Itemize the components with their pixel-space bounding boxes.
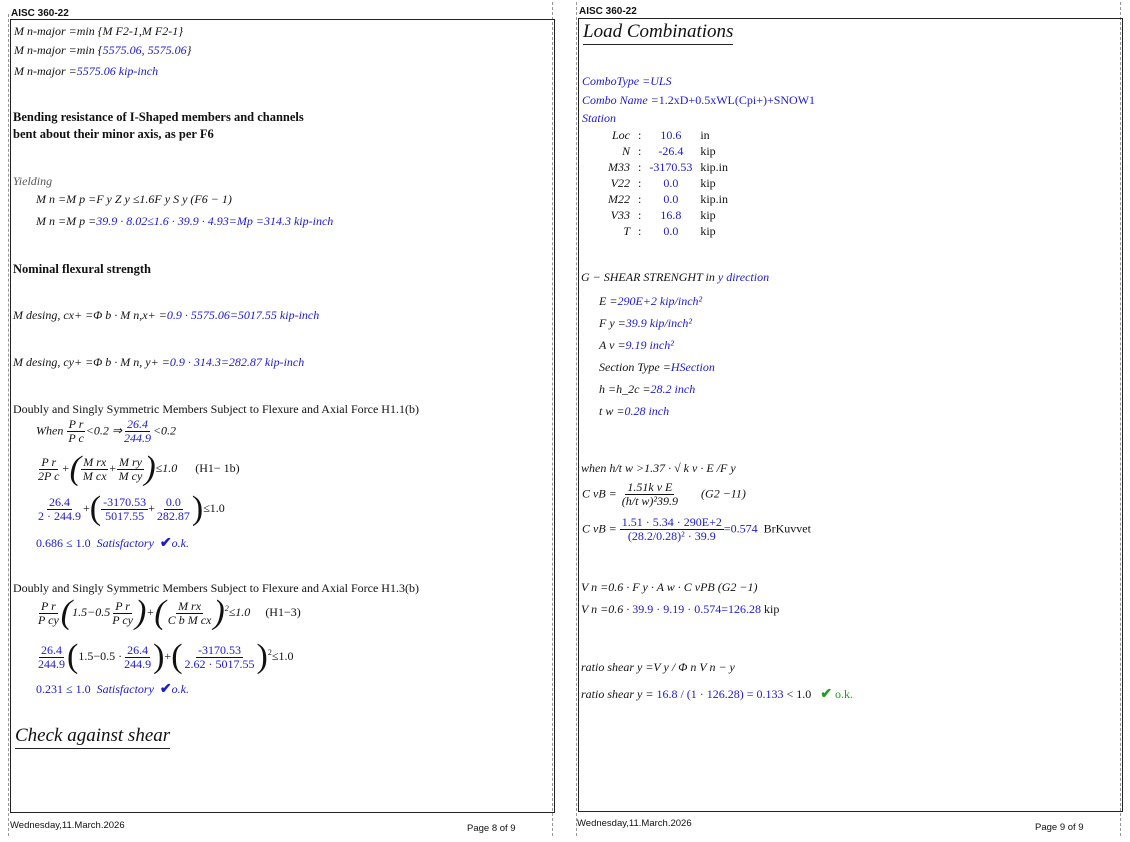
vn-result: V n =0.6 · 39.9 · 9.19 · 0.574=126.28 kip — [581, 602, 780, 616]
section-title-nominal: Nominal flexural strength — [13, 262, 151, 276]
station-colon: : — [638, 175, 642, 190]
footer-page-number: Page 9 of 9 — [1035, 822, 1084, 833]
station-unit: kip.in — [700, 159, 729, 174]
station-unit: kip.in — [700, 191, 729, 206]
page-margin-line — [8, 14, 9, 836]
station-colon: : — [638, 207, 642, 222]
station-key: N — [621, 143, 630, 158]
station-value: 16.8 — [660, 207, 682, 222]
section-title-minor-2: bent about their minor axis, as per F6 — [13, 127, 214, 141]
when-condition: when h/t w >1.37 · √ k v · E /F y — [581, 461, 736, 475]
section-title-minor: Bending resistance of I-Shaped members and channels — [13, 110, 304, 124]
h13-formula: $\frac{\text{P r}}{\text{P cy}}$ (1.5−0.5 $\frac{\text{P r}}{\text{P cy}}$ )+( $\frac{\text{M rx}}{\text{C b M cx}}$ )$^2$≤1.0 (H1−3) — [38, 594, 301, 631]
station-value: -3170.53 — [649, 159, 693, 174]
page-header: AISC 360-22 — [11, 8, 69, 19]
h11-title: Doubly and Singly Symmetric Members Subject to Flexure and Axial Force H1.1(b) — [13, 402, 419, 416]
station-value: -26.4 — [658, 143, 684, 158]
station-key: V33 — [610, 207, 630, 222]
station-colon: : — [638, 159, 642, 174]
param-av: A v =9.19 inch² — [599, 338, 674, 352]
h11-when: When $\frac{\text{P r}}{\text{P c}}$ <0.2 ⇒ $\frac{26.4}{244.9}$ <0.2 — [36, 417, 177, 445]
vn-formula: V n =0.6 · F y · A w · C vPB (G2 −1) — [581, 580, 758, 594]
h11-result: 0.686 ≤ 1.0 Satisfactory ✔o.k. — [36, 536, 189, 551]
station-table — [604, 127, 732, 239]
h11-substituted: $\frac{26.4}{2 \cdot 244.9}$ +( $\frac{-3170.53}{5017.55}$ + $\frac{0.0}{282.87}$ )≤1.0 — [38, 490, 225, 527]
station-label: Station — [582, 111, 617, 125]
g-title: G − SHEAR STRENGHT in y direction — [581, 270, 770, 284]
station-value: 0.0 — [663, 175, 679, 190]
param-e: E =290E+2 kip/inch² — [599, 294, 703, 308]
param-h: h =h_2c =28.2 inch — [599, 382, 696, 396]
station-key: Loc — [612, 127, 630, 142]
station-key: M22 — [608, 191, 630, 206]
check-icon: ✔ — [159, 536, 172, 551]
h13-result: 0.231 ≤ 1.0 Satisfactory ✔o.k. — [36, 682, 189, 697]
station-unit: kip — [700, 143, 716, 158]
cvb-substituted: C vB = $\frac{1.51 \cdot 5.34 \cdot 290E+2}{\text{(28.2/0.28)² · 39.9}}$ =0.574 BrKuvvet — [582, 515, 811, 543]
station-colon: : — [638, 223, 642, 238]
ratio-formula: ratio shear y =V y / Φ n V n − y — [581, 660, 735, 674]
footer-page-number: Page 8 of 9 — [467, 823, 516, 834]
footer-date: Wednesday,11.March.2026 — [10, 820, 125, 831]
param-fy: F y =39.9 kip/inch² — [599, 316, 693, 330]
station-row — [604, 143, 732, 159]
mn-major-line-2: M n-major =min {5575.06, 5575.06} — [14, 43, 192, 57]
station-unit: kip — [700, 223, 716, 238]
station-unit: kip — [700, 207, 716, 222]
mdesign-x: M desing, cx+ =Φ b · M n,x+ =0.9 · 5575.06=5017.55 kip-inch — [13, 308, 320, 322]
station-colon: : — [638, 191, 642, 206]
section-heading-load-combinations: Load Combinations — [583, 21, 733, 45]
station-row — [604, 223, 732, 239]
page-header: AISC 360-22 — [579, 6, 637, 17]
station-row — [604, 207, 732, 223]
combo-name: Combo Name =1.2xD+0.5xWL(Cpi+)+SNOW1 — [582, 93, 816, 107]
param-section-type: Section Type =HSection — [599, 360, 715, 374]
station-key: V22 — [610, 175, 630, 190]
h13-substituted: $\frac{26.4}{244.9}$ (1.5−0.5 · $\frac{26.4}{244.9}$ )+( $\frac{-3170.53}{2.62 \cdot 5017.55}$ )$^2$≤1.0 — [38, 638, 294, 675]
station-row — [604, 159, 732, 175]
station-key: M33 — [608, 159, 630, 174]
station-unit: kip — [700, 175, 716, 190]
station-unit: in — [700, 127, 710, 142]
mn-major-line-1: M n-major =min {M F2-1,M F2-1} — [14, 24, 184, 38]
station-row — [604, 127, 732, 143]
yield-equation: M n =M p =F y Z y ≤1.6F y S y (F6 − 1) — [36, 192, 232, 206]
station-value: 0.0 — [663, 223, 679, 238]
ratio-result: ratio shear y = 16.8 / (1 · 126.28) = 0.133 < 1.0 ✔ o.k. — [581, 687, 854, 702]
station-colon: : — [638, 127, 642, 142]
station-colon: : — [638, 143, 642, 158]
page-margin-line — [576, 2, 577, 836]
station-row — [604, 191, 732, 207]
station-value: 10.6 — [660, 127, 682, 142]
yielding-label: Yielding — [13, 174, 53, 188]
mdesign-y: M desing, cy+ =Φ b · M n, y+ =0.9 · 314.3=282.87 kip-inch — [13, 355, 305, 369]
cvb-formula: C vB = $\frac{\text{1.51k v E}}{\text{(h/t w)²39.9}}$ (G2 −11) — [582, 480, 746, 508]
check-icon: ✔ — [820, 687, 833, 702]
mn-major-line-3: M n-major =5575.06 kip-inch — [14, 64, 159, 78]
h11-formula: $\frac{\text{P r}}{\text{2P c}}$ +( $\frac{\text{M rx}}{\text{M cx}}$ + $\frac{\text{M ry}}{\text{M cy}}$ )≤1.0 (H1− 1b) — [38, 450, 240, 487]
yield-result: M n =M p =39.9 · 8.02≤1.6 · 39.9 · 4.93=Mp =314.3 kip-inch — [36, 214, 334, 228]
footer-date: Wednesday,11.March.2026 — [577, 818, 692, 829]
param-tw: t w =0.28 inch — [599, 404, 670, 418]
station-value: 0.0 — [663, 191, 679, 206]
section-heading-shear: Check against shear — [15, 725, 170, 749]
station-key: T — [623, 223, 630, 238]
station-row — [604, 175, 732, 191]
h13-title: Doubly and Singly Symmetric Members Subject to Flexure and Axial Force H1.3(b) — [13, 581, 419, 595]
combo-type: ComboType =ULS — [582, 74, 672, 88]
check-icon: ✔ — [159, 682, 172, 697]
